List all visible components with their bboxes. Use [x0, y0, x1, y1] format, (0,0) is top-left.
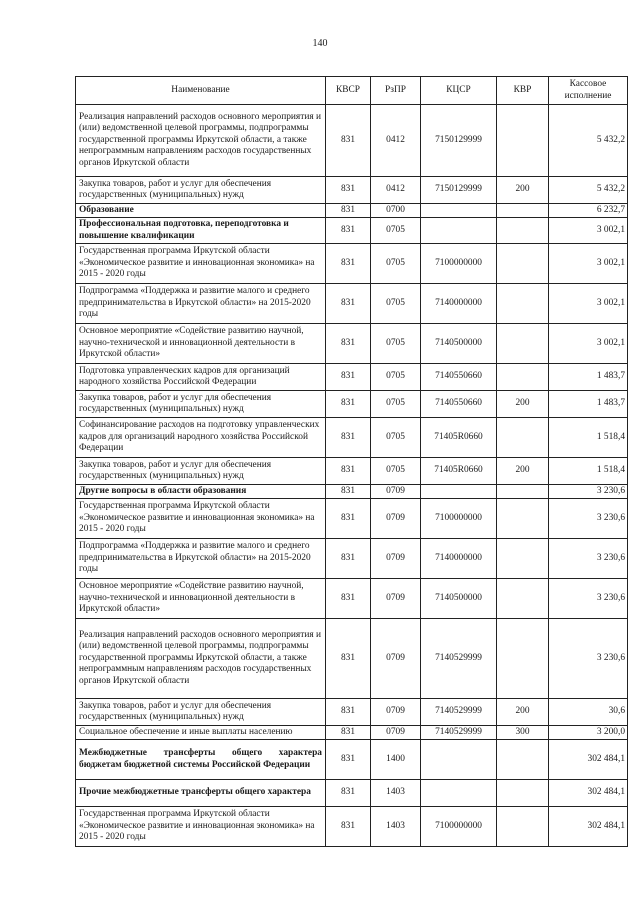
table-row	[76, 699, 628, 726]
row-kvr: 200	[497, 391, 549, 418]
row-kvr: 200	[497, 699, 549, 726]
row-amount: 302 484,1	[549, 780, 628, 807]
row-name: Подпрограмма «Поддержка и развитие малого и среднего предпринимательства в Иркутской области» на 2015-2020 годы	[76, 284, 326, 324]
row-kvsr: 831	[326, 105, 371, 177]
row-rzpr: 0705	[371, 458, 421, 485]
row-amount: 1 518,4	[549, 418, 628, 458]
row-kvsr: 831	[326, 218, 371, 244]
row-amount: 3 002,1	[549, 284, 628, 324]
row-kvr	[497, 244, 549, 284]
row-rzpr: 0700	[371, 204, 421, 218]
table-row	[76, 780, 628, 807]
row-kcsr: 7140500000	[421, 324, 497, 364]
row-rzpr: 0709	[371, 499, 421, 539]
row-kvsr: 831	[326, 539, 371, 579]
row-kcsr: 7140550660	[421, 364, 497, 391]
row-kcsr	[421, 204, 497, 218]
table-row	[76, 105, 628, 177]
row-name: Государственная программа Иркутской области «Экономическое развитие и инновационная экономика» на 2015 - 2020 годы	[76, 499, 326, 539]
table-row	[76, 244, 628, 284]
row-kvsr: 831	[326, 284, 371, 324]
table-row	[76, 485, 628, 499]
row-kvr: 300	[497, 726, 549, 740]
row-kcsr: 7150129999	[421, 177, 497, 204]
row-rzpr: 0709	[371, 699, 421, 726]
row-kvsr: 831	[326, 458, 371, 485]
row-amount: 3 002,1	[549, 244, 628, 284]
row-kvsr: 831	[326, 485, 371, 499]
row-rzpr: 1400	[371, 740, 421, 780]
row-kvsr: 831	[326, 364, 371, 391]
row-rzpr: 0705	[371, 364, 421, 391]
row-kcsr: 7100000000	[421, 499, 497, 539]
row-name: Основное мероприятие «Содействие развитию научной, научно-технической и инновационной деятельности в Иркутской области»	[76, 579, 326, 619]
row-amount: 302 484,1	[549, 740, 628, 780]
table-row	[76, 218, 628, 244]
row-kvr	[497, 499, 549, 539]
row-amount: 5 432,2	[549, 177, 628, 204]
table-row	[76, 619, 628, 699]
row-amount: 3 230,6	[549, 539, 628, 579]
row-kcsr	[421, 485, 497, 499]
row-kvr	[497, 579, 549, 619]
row-name: Подпрограмма «Поддержка и развитие малого и среднего предпринимательства в Иркутской области» на 2015-2020 годы	[76, 539, 326, 579]
row-kcsr	[421, 740, 497, 780]
row-amount: 3 230,6	[549, 485, 628, 499]
row-rzpr: 0709	[371, 485, 421, 499]
row-amount: 1 483,7	[549, 391, 628, 418]
row-kvr	[497, 807, 549, 847]
table-row	[76, 177, 628, 204]
row-kvsr: 831	[326, 324, 371, 364]
column-header-rzpr: РзПР	[371, 77, 421, 105]
row-kvr	[497, 364, 549, 391]
column-header-kvr: КВР	[497, 77, 549, 105]
row-name: Закупка товаров, работ и услуг для обеспечения государственных (муниципальных) нужд	[76, 699, 326, 726]
table-row	[76, 807, 628, 847]
row-name: Другие вопросы в области образования	[76, 485, 326, 499]
table-row	[76, 391, 628, 418]
row-kcsr: 71405R0660	[421, 458, 497, 485]
row-rzpr: 0709	[371, 726, 421, 740]
table-row	[76, 740, 628, 780]
table-row	[76, 418, 628, 458]
row-kvr	[497, 204, 549, 218]
row-kcsr: 7140529999	[421, 726, 497, 740]
row-name: Государственная программа Иркутской области «Экономическое развитие и инновационная экономика» на 2015 - 2020 годы	[76, 807, 326, 847]
row-rzpr: 0705	[371, 391, 421, 418]
row-kvsr: 831	[326, 579, 371, 619]
table-row	[76, 458, 628, 485]
row-kvsr: 831	[326, 418, 371, 458]
row-kcsr: 7140500000	[421, 579, 497, 619]
row-kcsr: 71405R0660	[421, 418, 497, 458]
row-amount: 1 518,4	[549, 458, 628, 485]
row-amount: 3 230,6	[549, 579, 628, 619]
row-amount: 5 432,2	[549, 105, 628, 177]
row-name: Государственная программа Иркутской области «Экономическое развитие и инновационная экономика» на 2015 - 2020 годы	[76, 244, 326, 284]
row-kvsr: 831	[326, 391, 371, 418]
row-kcsr	[421, 218, 497, 244]
row-kcsr: 7140550660	[421, 391, 497, 418]
row-kvsr: 831	[326, 780, 371, 807]
row-amount: 3 230,6	[549, 499, 628, 539]
row-name: Закупка товаров, работ и услуг для обеспечения государственных (муниципальных) нужд	[76, 458, 326, 485]
table-row	[76, 204, 628, 218]
page-number: 140	[312, 38, 328, 49]
row-kcsr: 7150129999	[421, 105, 497, 177]
row-name: Софинансирование расходов на подготовку управленческих кадров для организаций народного хозяйства Российской Федерации	[76, 418, 326, 458]
row-kcsr: 7140529999	[421, 619, 497, 699]
row-kvsr: 831	[326, 726, 371, 740]
row-amount: 1 483,7	[549, 364, 628, 391]
row-kvr	[497, 619, 549, 699]
row-kvr	[497, 740, 549, 780]
row-kvr	[497, 418, 549, 458]
row-name: Профессиональная подготовка, переподготовка и повышение квалификации	[76, 218, 326, 244]
row-kvr	[497, 539, 549, 579]
row-name: Подготовка управленческих кадров для организаций народного хозяйства Российской Федерации	[76, 364, 326, 391]
row-kvsr: 831	[326, 619, 371, 699]
row-kvsr: 831	[326, 807, 371, 847]
row-name: Закупка товаров, работ и услуг для обеспечения государственных (муниципальных) нужд	[76, 177, 326, 204]
row-rzpr: 0412	[371, 177, 421, 204]
table-row	[76, 726, 628, 740]
row-rzpr: 0705	[371, 284, 421, 324]
column-header-name: Наименование	[76, 77, 326, 105]
column-header-kcsr: КЦСР	[421, 77, 497, 105]
row-kcsr: 7100000000	[421, 807, 497, 847]
row-rzpr: 0709	[371, 619, 421, 699]
row-kvsr: 831	[326, 204, 371, 218]
row-name: Прочие межбюджетные трансферты общего характера	[76, 780, 326, 807]
table-row	[76, 579, 628, 619]
row-kvsr: 831	[326, 177, 371, 204]
row-amount: 3 200,0	[549, 726, 628, 740]
row-amount: 30,6	[549, 699, 628, 726]
row-amount: 3 002,1	[549, 324, 628, 364]
row-kcsr: 7140529999	[421, 699, 497, 726]
column-header-kvsr: КВСР	[326, 77, 371, 105]
row-kvr	[497, 284, 549, 324]
row-amount: 3 002,1	[549, 218, 628, 244]
row-amount: 6 232,7	[549, 204, 628, 218]
row-kcsr	[421, 780, 497, 807]
row-kcsr: 7140000000	[421, 284, 497, 324]
row-kvsr: 831	[326, 740, 371, 780]
row-kcsr: 7100000000	[421, 244, 497, 284]
table-row	[76, 539, 628, 579]
row-rzpr: 0709	[371, 579, 421, 619]
row-kvsr: 831	[326, 699, 371, 726]
row-rzpr: 0705	[371, 244, 421, 284]
row-kvsr: 831	[326, 244, 371, 284]
row-rzpr: 1403	[371, 780, 421, 807]
row-kvr	[497, 485, 549, 499]
row-kvsr: 831	[326, 499, 371, 539]
row-name: Межбюджетные трансферты общего характера бюджетам бюджетной системы Российской Федерации	[76, 740, 326, 780]
row-name: Социальное обеспечение и иные выплаты населению	[76, 726, 326, 740]
row-rzpr: 0705	[371, 324, 421, 364]
row-name: Образование	[76, 204, 326, 218]
row-rzpr: 0412	[371, 105, 421, 177]
row-name: Основное мероприятие «Содействие развитию научной, научно-технической и инновационной деятельности в Иркутской области»	[76, 324, 326, 364]
row-name: Закупка товаров, работ и услуг для обеспечения государственных (муниципальных) нужд	[76, 391, 326, 418]
row-kvr: 200	[497, 177, 549, 204]
row-kvr	[497, 324, 549, 364]
row-name: Реализация направлений расходов основного мероприятия и (или) ведомственной целевой программы, подпрограммы государственной программы Иркутской области, а также непрограммным направлениям расходов государственных органов Иркутской области	[76, 619, 326, 699]
row-amount: 3 230,6	[549, 619, 628, 699]
row-rzpr: 1403	[371, 807, 421, 847]
table-row	[76, 499, 628, 539]
row-kvr	[497, 780, 549, 807]
column-header-amount: Кассовое исполнение	[549, 77, 628, 105]
row-rzpr: 0705	[371, 418, 421, 458]
row-name: Реализация направлений расходов основного мероприятия и (или) ведомственной целевой программы, подпрограммы государственной программы Иркутской области, а также непрограммным направлениям расходов государственных органов Иркутской области	[76, 105, 326, 177]
row-kvr	[497, 218, 549, 244]
row-kvr: 200	[497, 458, 549, 485]
row-kcsr: 7140000000	[421, 539, 497, 579]
budget-table	[75, 76, 628, 847]
row-amount: 302 484,1	[549, 807, 628, 847]
row-rzpr: 0705	[371, 218, 421, 244]
table-row	[76, 284, 628, 324]
row-kvr	[497, 105, 549, 177]
row-rzpr: 0709	[371, 539, 421, 579]
table-header-row	[76, 77, 628, 105]
table-row	[76, 324, 628, 364]
table-row	[76, 364, 628, 391]
